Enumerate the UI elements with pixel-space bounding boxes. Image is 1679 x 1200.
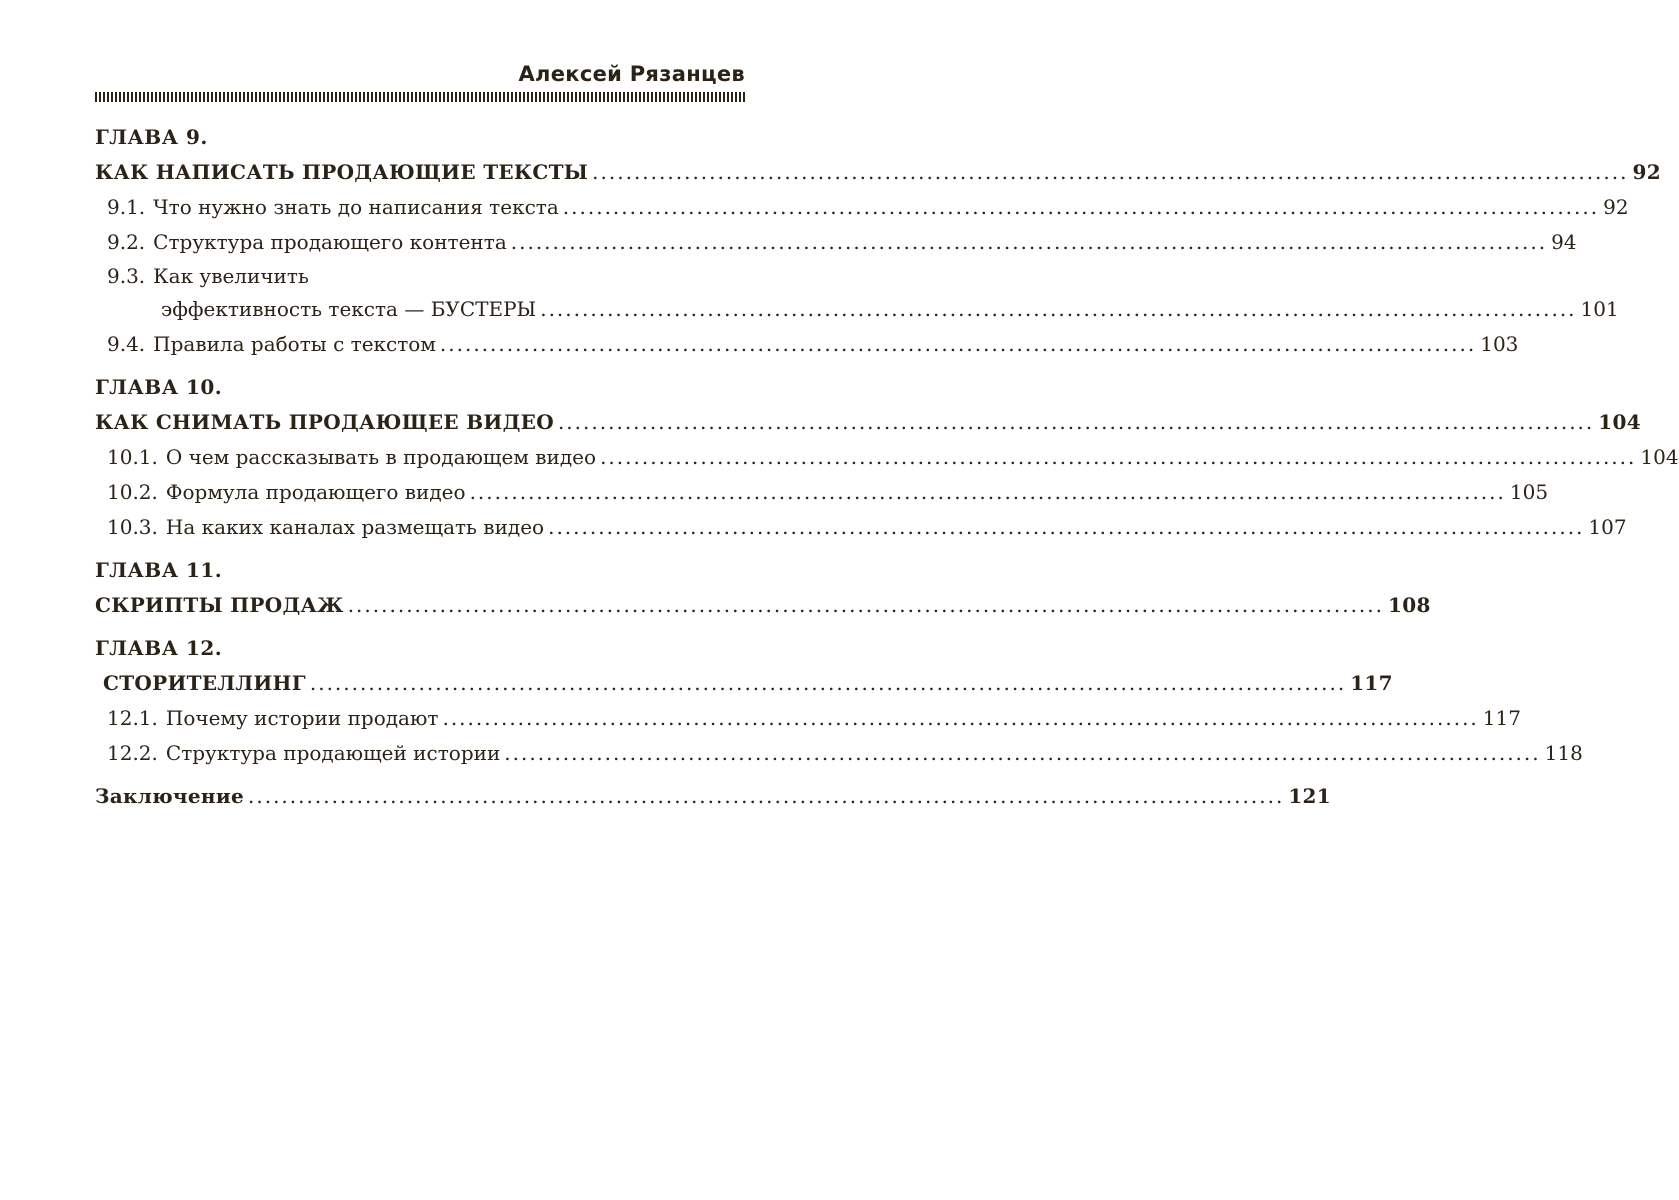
table-of-contents (95, 120, 1679, 814)
leader-dots: ............................................................................................................................ (592, 160, 1629, 184)
section-title: На каких каналах размещать видео (165, 515, 545, 539)
section-title-line2-row (107, 292, 1619, 327)
toc-entry (95, 440, 1679, 475)
page-number: 94 (1551, 230, 1577, 254)
chapter-title-row (95, 666, 1393, 701)
toc-entry (95, 327, 1519, 362)
chapter-label: ГЛАВА 9. (95, 125, 208, 149)
leader-dots: ............................................................................................................................ (540, 297, 1577, 321)
chapter-10 (95, 370, 1679, 545)
toc-entry (95, 260, 1619, 327)
leader-dots: ............................................................................................................................ (469, 480, 1506, 504)
section-title: Правила работы с текстом (153, 332, 436, 356)
leader-dots: ............................................................................................................................ (504, 741, 1541, 765)
toc-entry (95, 475, 1549, 510)
page-number: 92 (1603, 195, 1629, 219)
toc-entry (95, 190, 1629, 225)
chapter-label: ГЛАВА 11. (95, 558, 223, 582)
chapter-11 (95, 553, 1431, 623)
page-number: 107 (1588, 515, 1627, 539)
toc-entry (95, 225, 1577, 260)
section-title-line1: Как увеличить (153, 264, 309, 288)
leader-dots: ............................................................................................................................ (439, 332, 1477, 356)
section-number: 9.4. (107, 332, 146, 356)
page-number: 104 (1598, 410, 1641, 434)
section-title-line2: эффективность текста — БУСТЕРЫ (161, 297, 537, 321)
header-dotted-rule (95, 92, 745, 102)
conclusion-row (95, 779, 1331, 814)
toc-entry (95, 701, 1521, 736)
section-title: Структура продающей истории (165, 741, 501, 765)
section-title: Формула продающего видео (165, 480, 466, 504)
chapter-title: КАК СНИМАТЬ ПРОДАЮЩЕЕ ВИДЕО (95, 410, 554, 434)
chapter-label: ГЛАВА 12. (95, 636, 223, 660)
chapter-title-row (95, 588, 1431, 623)
page-number: 117 (1350, 671, 1393, 695)
leader-dots: ............................................................................................................................ (442, 706, 1479, 730)
chapter-title: СТОРИТЕЛЛИНГ (103, 671, 306, 695)
section-title-line1-row (107, 260, 745, 292)
chapter-9 (95, 120, 1661, 362)
leader-dots: ............................................................................................................................ (510, 230, 1548, 254)
toc-entry (95, 510, 1627, 545)
leader-dots: ............................................................................................................................ (562, 195, 1600, 219)
chapter-title-row (95, 155, 1661, 190)
page-number: 118 (1544, 741, 1583, 765)
section-number: 9.3. (107, 264, 146, 288)
section-number: 12.1. (107, 706, 158, 730)
toc-entry (95, 736, 1583, 771)
section-number: 9.2. (107, 230, 146, 254)
page-number: 117 (1482, 706, 1521, 730)
leader-dots: ............................................................................................................................ (309, 671, 1347, 695)
leader-dots: ............................................................................................................................ (557, 410, 1595, 434)
page-number: 92 (1632, 160, 1661, 184)
section-title: Что нужно знать до написания текста (153, 195, 559, 219)
section-title: Почему истории продают (165, 706, 439, 730)
section-title: О чем рассказывать в продающем видео (165, 445, 597, 469)
page-number: 105 (1509, 480, 1549, 504)
leader-dots: ............................................................................................................................ (347, 593, 1385, 617)
section-title: Структура продающего контента (153, 230, 507, 254)
conclusion-title: Заключение (95, 784, 244, 808)
section-number: 9.1. (107, 195, 146, 219)
section-number: 10.1. (107, 445, 158, 469)
running-header-author: Алексей Рязанцев (518, 62, 745, 86)
page-number: 101 (1580, 297, 1619, 321)
chapter-12 (95, 631, 1583, 771)
chapter-title-row (95, 405, 1641, 440)
section-number: 10.3. (107, 515, 158, 539)
leader-dots: ............................................................................................................................ (600, 445, 1637, 469)
chapter-title: СКРИПТЫ ПРОДАЖ (95, 593, 344, 617)
leader-dots: ............................................................................................................................ (248, 784, 1285, 808)
page-number: 108 (1388, 593, 1431, 617)
page-number: 103 (1480, 332, 1519, 356)
section-number: 10.2. (107, 480, 158, 504)
section-number: 12.2. (107, 741, 158, 765)
chapter-title: КАК НАПИСАТЬ ПРОДАЮЩИЕ ТЕКСТЫ (95, 160, 589, 184)
page-number: 104 (1640, 445, 1679, 469)
leader-dots: ............................................................................................................................ (548, 515, 1585, 539)
chapter-label: ГЛАВА 10. (95, 375, 223, 399)
page-number: 121 (1288, 784, 1331, 808)
